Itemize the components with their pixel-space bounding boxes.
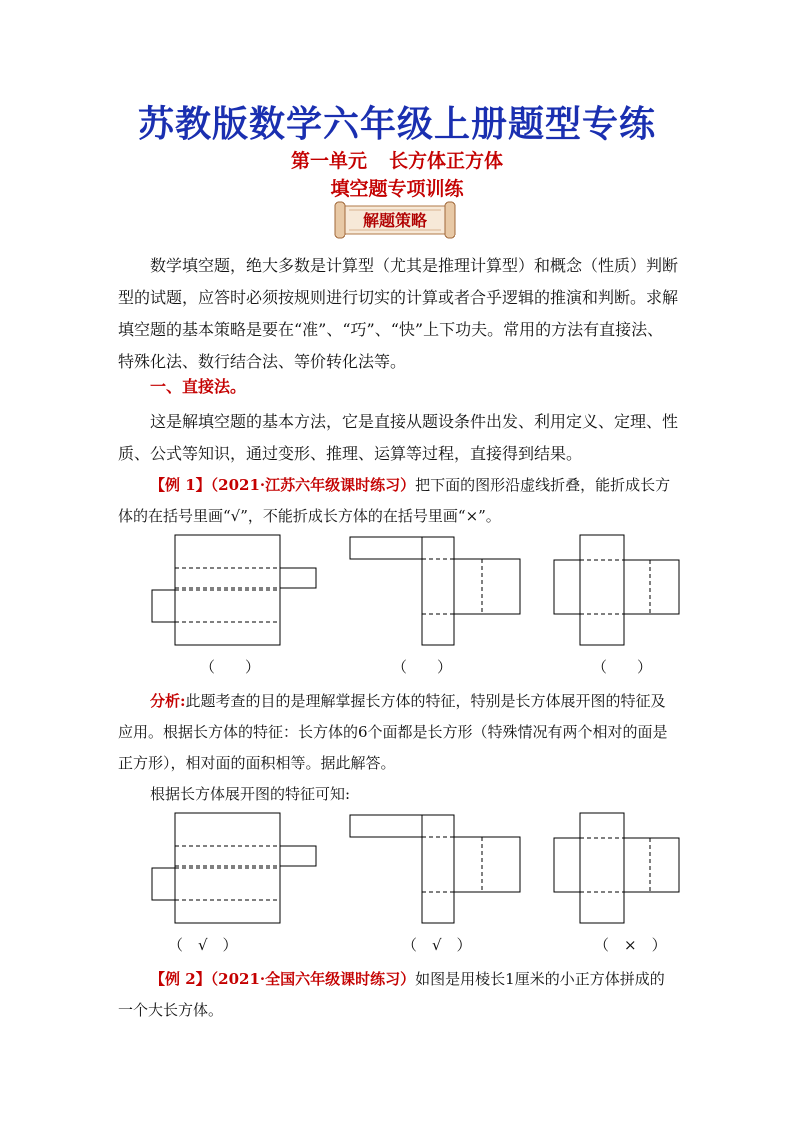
example1-source: （2021·江苏六年级课时练习） xyxy=(210,476,416,494)
analysis-conclusion: 根据长方体展开图的特征可知: xyxy=(150,785,351,803)
page-title: 苏教版数学六年级上册题型专练 xyxy=(137,103,656,145)
example2-tag: 【例 2】 xyxy=(150,970,211,988)
section1-paragraph: 这是解填空题的基本方法，它是直接从题设条件出发、利用定义、定理、性质、公式等知识，通过变形、推理、运算等过程，直接得到结果。 xyxy=(118,412,679,463)
example1-analysis-block xyxy=(118,686,678,810)
unit-label: 第一单元 xyxy=(290,150,367,172)
example1-question-block xyxy=(118,470,678,532)
example2-question: 如图是用棱长1厘米的小正方体拼成的一个大长方体。 xyxy=(118,970,665,1019)
example1-question: 把下面的图形沿虚线折叠，能折成长方体的在括号里画“√”，不能折成长方体的在括号里画“×”。 xyxy=(118,476,671,525)
example1-blank-3: （ ） xyxy=(592,658,653,676)
example1-blank-2: （ ） xyxy=(392,658,453,676)
example1-tag: 【例 1】 xyxy=(150,476,211,494)
answer-net-2 xyxy=(350,815,520,923)
answer-net-3 xyxy=(554,813,679,923)
section-heading-direct: 一、直接法。 xyxy=(150,377,247,396)
analysis-label: 分析: xyxy=(150,692,186,710)
example1-answer-1: （ √ ） xyxy=(168,936,238,954)
section1-block xyxy=(118,406,678,470)
example1-nets-figure xyxy=(140,530,690,650)
example2-question-block xyxy=(118,964,678,1026)
example1-blank-1: （ ） xyxy=(200,658,261,676)
topic-label: 长方体正方体 xyxy=(389,150,504,172)
unit-title xyxy=(0,146,794,173)
intro-paragraph: 数学填空题，绝大多数是计算型（尤其是推理计算型）和概念（性质）判断型的试题，应答时必须按规则进行切实的计算或者合乎逻辑的推演和判断。求解填空题的基本策略是要在“准”、“巧”、“快”上下功夫。常用的方法有直接法、特殊化法、数行结合法、等价转化法等。 xyxy=(118,256,679,371)
intro-block xyxy=(118,250,678,378)
example1-answer-3: （ × ） xyxy=(594,936,667,954)
analysis-text: 此题考查的目的是理解掌握长方体的特征，特别是长方体展开图的特征及应用。根据长方体的特征：长方体的6个面都是长方形（特殊情况有两个相对的面是正方形），相对面的面积相等。据此解答。 xyxy=(118,692,668,772)
net-2 xyxy=(350,537,520,645)
answer-net-1 xyxy=(152,813,316,923)
example1-answer-nets-figure xyxy=(140,808,690,928)
strategy-badge: 解题策略 xyxy=(362,211,427,230)
example1-answer-2: （ √ ） xyxy=(402,936,472,954)
net-3 xyxy=(554,535,679,645)
net-1 xyxy=(152,535,316,645)
example2-source: （2021·全国六年级课时练习） xyxy=(210,970,416,988)
subtitle: 填空题专项训练 xyxy=(330,178,464,200)
